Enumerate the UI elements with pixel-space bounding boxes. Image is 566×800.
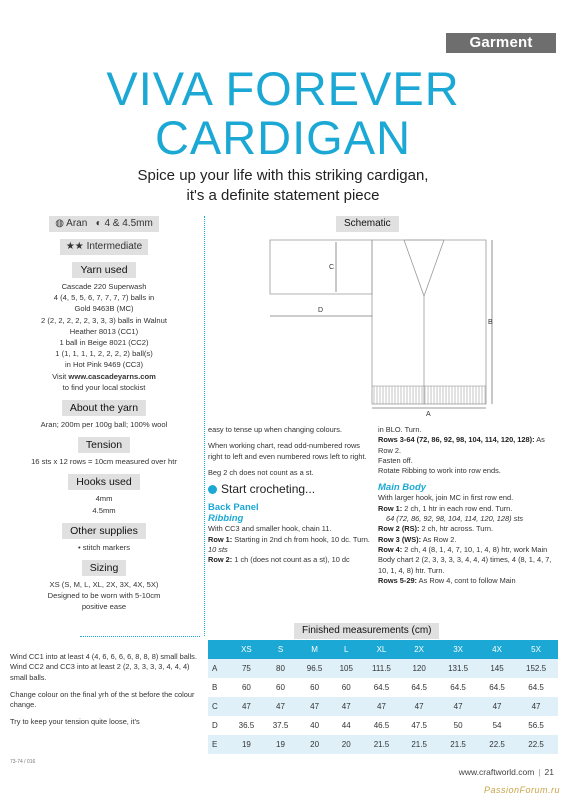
table-cell: 64.5 bbox=[450, 683, 466, 692]
table-cell: 96.5 bbox=[306, 664, 323, 673]
subtitle bbox=[0, 166, 566, 206]
yarn-line: 2 (2, 2, 2, 2, 2, 3, 3, 3) balls in Walnut bbox=[41, 315, 167, 325]
difficulty-stars: ★★ bbox=[65, 241, 84, 252]
hooks-used-label: Hooks used bbox=[68, 474, 139, 490]
table-cell: 47 bbox=[531, 702, 541, 711]
yarn-visit-line bbox=[10, 371, 198, 382]
hook-line: 4.5mm bbox=[92, 505, 116, 515]
left-column bbox=[10, 216, 198, 620]
table-cell: 47 bbox=[310, 702, 320, 711]
table-cell: 64.5 bbox=[489, 683, 505, 692]
table-cell: 22.5 bbox=[489, 740, 505, 749]
yarn-line: Heather 8013 (CC1) bbox=[69, 326, 139, 336]
body-line: Rotate Ribbing to work into row ends. bbox=[378, 466, 501, 476]
yarn-line: 1 (1, 1, 1, 1, 2, 2, 2, 2) ball(s) bbox=[55, 349, 153, 359]
body-paragraph: easy to tense up when changing colours. bbox=[208, 425, 342, 434]
instruction-row: Row 1: Starting in 2nd ch from hook, 10 dc. Turn. 10 sts bbox=[208, 534, 370, 555]
header-cell: 5X bbox=[514, 640, 558, 659]
table-cell: 64.5 bbox=[373, 683, 390, 692]
tension-label: Tension bbox=[78, 437, 130, 453]
table-cell: 21.5 bbox=[373, 740, 390, 749]
left-sleeve-outline bbox=[270, 240, 372, 294]
table-cell: 54 bbox=[492, 721, 502, 730]
other-supplies-label: Other supplies bbox=[62, 523, 146, 539]
sizing-text bbox=[10, 579, 198, 613]
hook-icon: ◐ bbox=[95, 218, 102, 229]
note-paragraph: Change colour on the final yrh of the st before the colour change. bbox=[10, 689, 195, 710]
note-paragraph: Try to keep your tension quite loose, it's bbox=[10, 717, 140, 727]
page-title-line2: CARDIGAN bbox=[154, 111, 412, 164]
table-cell: 145 bbox=[490, 664, 504, 673]
ribbing-heading: Ribbing bbox=[208, 513, 244, 525]
table-cell: 56.5 bbox=[528, 721, 544, 730]
right-column bbox=[378, 425, 556, 586]
other-supplies-text: • stitch markers bbox=[77, 542, 131, 552]
visit-prefix: Visit bbox=[52, 371, 69, 381]
meta-weight-hook bbox=[49, 216, 159, 232]
table-cell: 47 bbox=[276, 702, 285, 711]
column-divider bbox=[204, 216, 205, 636]
header-cell: 4X bbox=[480, 640, 514, 659]
main-body-heading: Main Body bbox=[378, 482, 427, 494]
footer-site-link[interactable]: www.craftworld.com bbox=[458, 767, 535, 777]
table-cell: 47 bbox=[241, 702, 251, 711]
header-cell: 3X bbox=[436, 640, 480, 659]
table-row bbox=[208, 735, 558, 754]
yarn-line: Cascade 220 Superwash bbox=[61, 282, 147, 291]
table-cell: 60 bbox=[276, 683, 285, 692]
yarn-weight: Aran bbox=[66, 218, 88, 229]
header-cell: XS bbox=[229, 640, 263, 659]
label-a: A bbox=[426, 411, 431, 416]
table-cell: 47 bbox=[492, 702, 502, 711]
hook-line: 4mm bbox=[95, 494, 113, 504]
subtitle-line1: Spice up your life with this striking cardigan, bbox=[137, 167, 429, 184]
yarn-ball-icon: ◍ bbox=[55, 218, 64, 229]
difficulty-level: Intermediate bbox=[86, 241, 143, 252]
about-yarn-label: About the yarn bbox=[62, 400, 146, 416]
table-cell: 19 bbox=[276, 740, 285, 749]
header-cell: M bbox=[298, 640, 332, 659]
table-cell: 22.5 bbox=[528, 740, 544, 749]
yarn-line: in Hot Pink 9469 (CC3) bbox=[64, 360, 144, 370]
table-cell: 47 bbox=[453, 702, 463, 711]
table-cell: 60 bbox=[310, 683, 320, 692]
yarn-line: 4 (4, 5, 5, 6, 7, 7, 7, 7) balls in bbox=[53, 293, 155, 303]
table-cell: 47 bbox=[377, 702, 386, 711]
table-cell: 64.5 bbox=[528, 683, 544, 692]
label-c: C bbox=[329, 264, 335, 271]
table-row bbox=[208, 697, 558, 716]
table-cell: 46.5 bbox=[373, 721, 390, 730]
table-cell: 20 bbox=[310, 740, 320, 749]
table-cell: 47 bbox=[341, 702, 351, 711]
instruction-row: Row 2: 1 ch (does not count as a st), 10 dc bbox=[208, 555, 350, 565]
body-paragraph: Beg 2 ch does not count as a st. bbox=[208, 467, 314, 477]
table-cell: 47 bbox=[414, 702, 424, 711]
table-cell: 131.5 bbox=[448, 664, 469, 673]
row-label: E bbox=[212, 740, 218, 749]
watermark: PassionForum.ru bbox=[483, 785, 560, 795]
body-line: Fasten off. bbox=[378, 455, 413, 465]
schematic-label: Schematic bbox=[336, 216, 399, 232]
body-line: With larger hook, join MC in first row end. bbox=[378, 493, 514, 503]
start-crocheting-heading bbox=[208, 482, 373, 497]
dotted-divider bbox=[80, 636, 200, 637]
tension-text: 16 sts x 12 rows = 10cm measured over htr bbox=[31, 457, 177, 467]
yarn-website-link[interactable]: www.cascadeyarns.com bbox=[68, 371, 156, 381]
page-footer: www.craftworld.com | 21 bbox=[458, 767, 554, 777]
table-cell: 60 bbox=[341, 683, 351, 692]
yarn-line: Gold 9463B (MC) bbox=[74, 304, 134, 314]
page-number: 21 bbox=[544, 767, 554, 777]
table-row bbox=[208, 716, 558, 735]
header-cell bbox=[208, 640, 229, 659]
table-cell: 47.5 bbox=[411, 721, 427, 730]
header-cell: 2X bbox=[402, 640, 436, 659]
table-cell: 60 bbox=[241, 683, 251, 692]
table-cell: 111.5 bbox=[372, 664, 391, 673]
instruction-row: Row 1: 2 ch, 1 htr in each row end. Turn. bbox=[378, 503, 513, 513]
row-label: A bbox=[212, 664, 218, 673]
page-title-line1: VIVA FOREVER bbox=[106, 62, 460, 115]
bullet-dot-icon bbox=[208, 485, 217, 494]
back-panel-heading: Back Panel bbox=[208, 502, 259, 514]
table-cell: 75 bbox=[241, 664, 251, 673]
yarn-used-label: Yarn used bbox=[72, 262, 135, 278]
label-b: B bbox=[488, 319, 493, 326]
instruction-row: Row 2 (RS): 2 ch, htr across. Turn. bbox=[378, 524, 493, 534]
hook-size: 4 & 4.5mm bbox=[104, 218, 153, 229]
table-cell: 105 bbox=[339, 664, 353, 673]
yarn-line: 1 ball in Beige 8021 (CC2) bbox=[59, 338, 149, 348]
start-crocheting-text: Start crocheting... bbox=[221, 482, 316, 497]
page-code: 73-74 / 016 bbox=[10, 759, 36, 765]
body-paragraph: When working chart, read odd-numbered rows right to left and even numbered rows left to right. bbox=[208, 441, 367, 461]
table-cell: 64.5 bbox=[411, 683, 427, 692]
instruction-row: Row 4: 2 ch, 4 (8, 1, 4, 7, 10, 1, 4, 8) htr, work Main Body chart 2 (2, 3, 3, 3, 3, 4, 4, 4) times, 4 (8, 1, 4, 7, 10, 1, 4, 8) htr. Turn. bbox=[378, 544, 552, 575]
sizing-line: XS (S, M, L, XL, 2X, 3X, 4X, 5X) bbox=[49, 580, 159, 590]
label-d: D bbox=[318, 307, 324, 314]
row-label: D bbox=[212, 721, 218, 730]
finished-measurements-label: Finished measurements (cm) bbox=[294, 623, 439, 639]
table-cell: 36.5 bbox=[238, 721, 255, 730]
row-label: B bbox=[212, 683, 218, 692]
sizing-line: Designed to be worn with 5-10cm bbox=[47, 591, 161, 601]
table-cell: 120 bbox=[412, 664, 426, 673]
subtitle-line2: it's a definite statement piece bbox=[186, 187, 380, 204]
table-cell: 21.5 bbox=[450, 740, 466, 749]
table-cell: 19 bbox=[241, 740, 251, 749]
difficulty bbox=[60, 239, 148, 255]
about-yarn-text: Aran; 200m per 100g ball; 100% wool bbox=[40, 420, 168, 430]
middle-column bbox=[208, 425, 373, 566]
header-cell: S bbox=[263, 640, 297, 659]
schematic-diagram bbox=[264, 236, 496, 416]
table-cell: 37.5 bbox=[272, 721, 289, 730]
table-cell: 20 bbox=[341, 740, 351, 749]
table-cell: 152.5 bbox=[526, 664, 547, 673]
instruction-row: Rows 3-64 (72, 86, 92, 98, 104, 114, 120, 128): As Row 2. bbox=[378, 435, 545, 455]
body-outline bbox=[372, 240, 486, 404]
table-row bbox=[208, 659, 558, 678]
body-line: in BLO. Turn. bbox=[378, 425, 422, 434]
measurements-table bbox=[208, 640, 558, 754]
hooks-used-text bbox=[10, 493, 198, 515]
header-cell: XL bbox=[361, 640, 402, 659]
table-cell: 80 bbox=[276, 664, 285, 673]
note-paragraph: Wind CC1 into at least 4 (4, 6, 6, 6, 6, 8, 8, 8) small balls. Wind CC2 and CC3 into at least 2 (2, 3, 3, 3, 3, 4, 4, 4) small balls. bbox=[10, 652, 197, 682]
table-cell: 50 bbox=[453, 721, 463, 730]
sizing-line: positive ease bbox=[81, 602, 127, 612]
instruction-row: Row 3 (WS): As Row 2. bbox=[378, 534, 457, 544]
table-row bbox=[208, 678, 558, 697]
sizing-label: Sizing bbox=[82, 560, 127, 576]
table-cell: 40 bbox=[310, 721, 320, 730]
rib-intro: With CC3 and smaller hook, chain 11. bbox=[208, 524, 332, 534]
left-notes bbox=[10, 652, 200, 735]
row-label: C bbox=[212, 702, 218, 711]
table-cell: 21.5 bbox=[411, 740, 427, 749]
table-header-row bbox=[208, 640, 558, 659]
header-cell: L bbox=[332, 640, 361, 659]
table-cell: 44 bbox=[341, 721, 351, 730]
instruction-row: Rows 5-29: As Row 4, cont to follow Main bbox=[378, 575, 516, 585]
instruction-row: 64 (72, 86, 92, 98, 104, 114, 120, 128) sts bbox=[386, 514, 524, 524]
section-tab: Garment bbox=[446, 33, 556, 53]
stockist-line: to find your local stockist bbox=[62, 382, 146, 392]
yarn-used-text bbox=[10, 281, 198, 393]
